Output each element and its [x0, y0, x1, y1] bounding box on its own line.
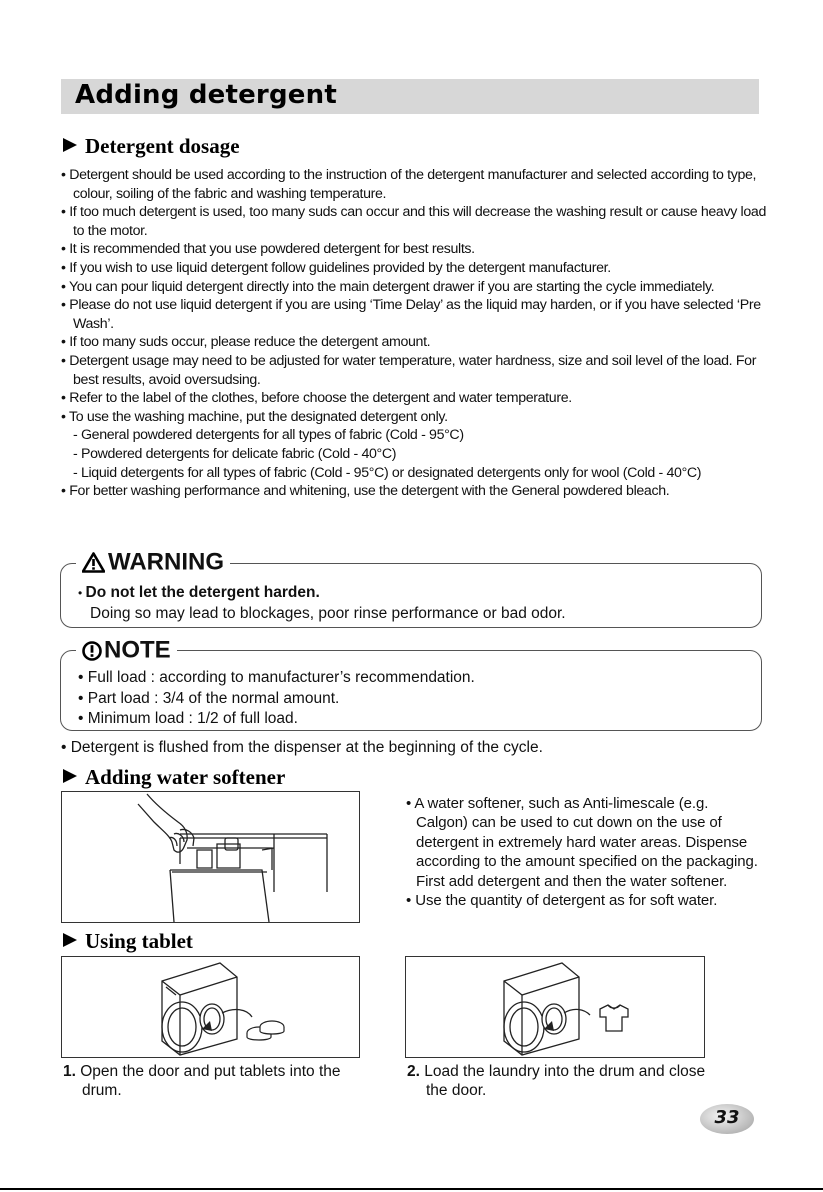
- tablet-step1-caption: [63, 1062, 363, 1101]
- step2-text: Load the laundry into the drum and close the door.: [424, 1063, 706, 1100]
- flush-note: • Detergent is flushed from the dispenser at the beginning of the cycle.: [61, 739, 543, 756]
- warning-bold-line: Do not let the detergent harden.: [85, 584, 320, 601]
- step2-number: 2.: [407, 1063, 420, 1080]
- triangle-right-icon: [63, 933, 77, 947]
- dosage-bullet: • If you wish to use liquid detergent follow guidelines provided by the detergent manufacturer.: [61, 259, 611, 276]
- dosage-bullet: • To use the washing machine, put the designated detergent only.: [61, 408, 448, 425]
- dosage-bullet: • It is recommended that you use powdered detergent for best results.: [61, 241, 475, 258]
- dosage-bullet: • If too many suds occur, please reduce the detergent amount.: [61, 334, 431, 351]
- step1-number: 1.: [63, 1063, 76, 1080]
- detergent-drawer-illustration: [61, 791, 360, 923]
- washer-laundry-image: [406, 957, 704, 1057]
- dosage-bullet: • You can pour liquid detergent directly into the main detergent drawer if you are starting the cycle immediately.: [61, 278, 715, 295]
- info-exclamation-icon: [82, 641, 102, 661]
- section-heading-tablet-label: Using tablet: [85, 929, 193, 953]
- triangle-right-icon: [63, 769, 77, 783]
- warning-content: • Do not let the detergent harden. Doing so may lead to blockages, poor rinse performance or bad odor.: [78, 583, 566, 624]
- note-item: • Minimum load : 1/2 of full load.: [78, 710, 298, 728]
- note-item: • Full load : according to manufacturer’s recommendation.: [78, 669, 475, 686]
- dosage-bullet: • If too much detergent is used, too many suds can occur and this will decrease the washing result or cause heavy load to the motor.: [61, 204, 766, 239]
- bottom-rule: [0, 1188, 823, 1190]
- tablet-step2-caption: [407, 1062, 707, 1101]
- dosage-bullet: • Detergent usage may need to be adjusted for water temperature, water hardness, size and soil level of the load. For best results, avoid oversudsing.: [61, 352, 757, 388]
- washer-tablets-image: [62, 957, 359, 1057]
- page-title-bar: [61, 79, 759, 114]
- dosage-bullet-list: [61, 166, 766, 501]
- dosage-bullet: • Detergent should be used according to the instruction of the detergent manufacturer and selected according to type, colour, soiling of the fabric and washing temperature.: [61, 167, 757, 202]
- note-item: • Part load : 3/4 of the normal amount.: [78, 689, 340, 707]
- dosage-sub-item: - Liquid detergents for all types of fabric (Cold - 95°C) or designated detergents only for wool (Cold - 40°C): [73, 464, 702, 481]
- page-number: 33: [714, 1107, 740, 1128]
- warning-text: Doing so may lead to blockages, poor rinse performance or bad odor.: [90, 604, 566, 622]
- section-heading-dosage: [63, 134, 240, 159]
- triangle-right-icon: [63, 138, 77, 152]
- warning-triangle-icon: [82, 552, 105, 573]
- warning-title: WARNING: [76, 548, 230, 577]
- section-heading-dosage-label: Detergent dosage: [85, 134, 240, 158]
- dosage-sub-item: - General powdered detergents for all types of fabric (Cold - 95°C): [73, 427, 464, 444]
- note-list: [78, 668, 475, 730]
- section-heading-softener: [63, 765, 285, 790]
- dosage-bullet: • For better washing performance and whitening, use the detergent with the General powdered bleach.: [61, 483, 670, 500]
- dosage-sub-item: - Powdered detergents for delicate fabric (Cold - 40°C): [73, 445, 397, 462]
- softener-bullet: • Use the quantity of detergent as for soft water.: [406, 892, 718, 910]
- dosage-bullet: • Refer to the label of the clothes, before choose the detergent and water temperature.: [61, 390, 572, 407]
- softener-bullet-list: [406, 794, 758, 910]
- step1-text: Open the door and put tablets into the drum.: [80, 1063, 341, 1100]
- note-title: NOTE: [76, 636, 177, 665]
- page-title: Adding detergent: [75, 80, 337, 110]
- section-heading-softener-label: Adding water softener: [85, 765, 286, 789]
- dispenser-drawer-image: [62, 792, 359, 922]
- section-heading-tablet: [63, 929, 193, 954]
- dosage-bullet: • Please do not use liquid detergent if you are using ‘Time Delay’ as the liquid may harden, or if you have selected ‘Pre Wash’.: [61, 297, 761, 332]
- softener-bullet: • A water softener, such as Anti-limescale (e.g. Calgon) can be used to cut down on the use of detergent in extremely hard water areas. Dispense according to the amount specified on the packaging. First add detergent and then the water softener.: [406, 795, 758, 890]
- page-number-badge: [700, 1104, 754, 1134]
- tablet-step2-illustration: [405, 956, 705, 1058]
- tablet-step1-illustration: [61, 956, 360, 1058]
